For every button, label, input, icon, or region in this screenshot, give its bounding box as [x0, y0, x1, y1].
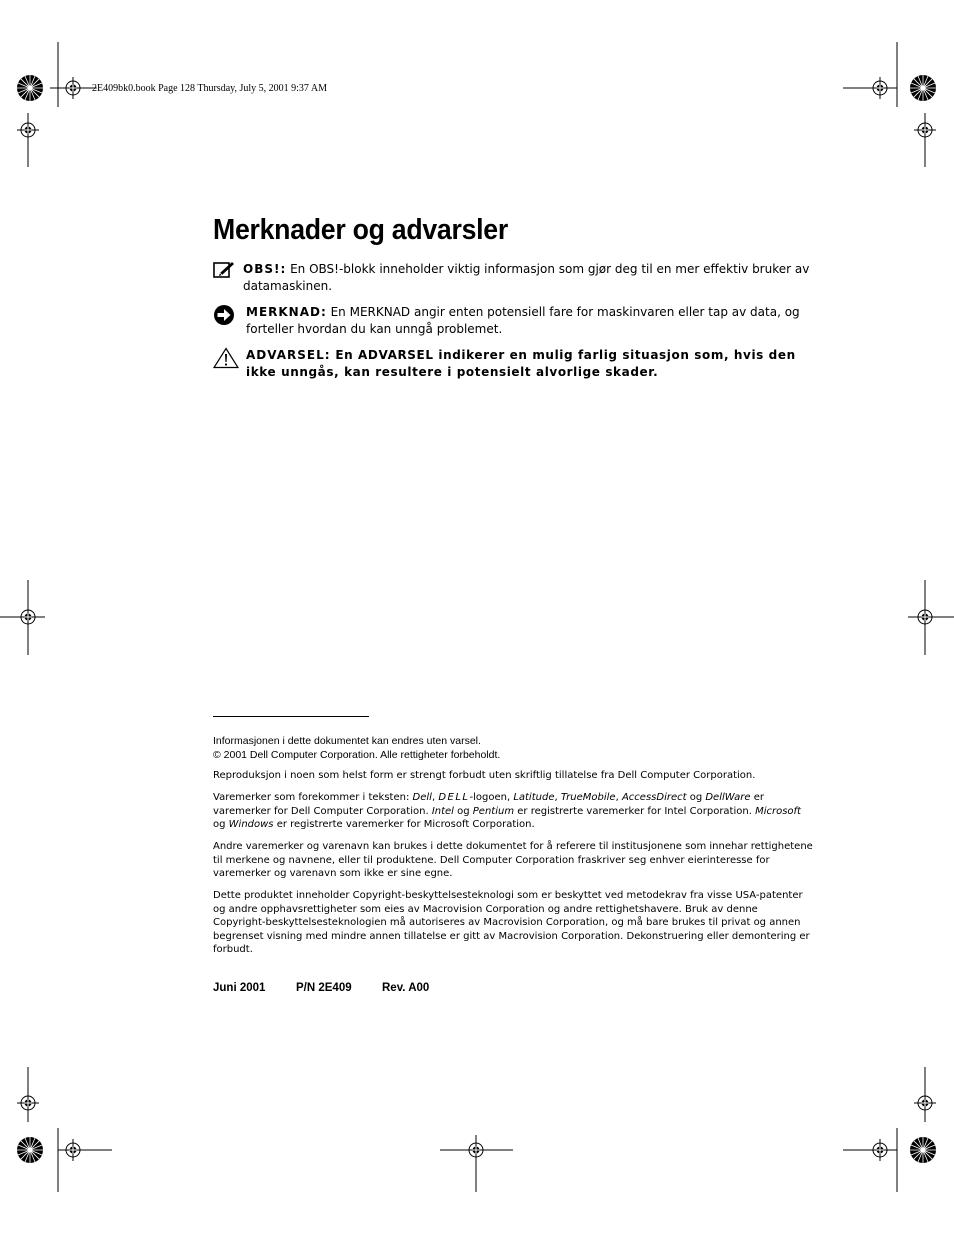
footer-revision: Rev. A00	[382, 982, 430, 994]
footer-part-number: P/N 2E409	[296, 982, 352, 994]
trademark-sep: ,	[431, 792, 439, 803]
document-footer	[213, 982, 429, 994]
advarsel-label: ADVARSEL:	[246, 348, 331, 362]
crosshair-registration-icon	[914, 1092, 936, 1114]
trademark-accessdirect: AccessDirect	[621, 792, 687, 803]
trademark-truemobile: TrueMobile	[560, 792, 616, 803]
advarsel-notice	[213, 347, 813, 383]
crosshair-registration-icon	[17, 1092, 39, 1114]
crosshair-registration-icon	[62, 1139, 84, 1161]
merknad-label: MERKNAD:	[246, 305, 327, 319]
merknad-text: En MERKNAD angir enten potensiell fare for maskinvaren eller tap av data, og forteller hvordan du kan unngå problemet.	[246, 305, 800, 336]
trademark-dellware: DellWare	[705, 792, 751, 803]
info-line-2: © 2001 Dell Computer Corporation. Alle rettigheter forbeholdt.	[213, 749, 501, 761]
merknad-notice	[213, 304, 813, 340]
obs-label: OBS!:	[243, 262, 287, 276]
crosshair-registration-icon	[17, 606, 39, 628]
trademark-text-part: -logoen,	[469, 792, 514, 803]
print-slug: 2E409bk0.book Page 128 Thursday, July 5, 2001 9:37 AM	[92, 83, 327, 94]
page-title: Merknader og advarsler	[213, 214, 508, 246]
trademark-intel: Intel	[431, 805, 454, 817]
trademark-text-part: er registrerte varemerker for Intel Corporation.	[514, 805, 756, 817]
warning-triangle-icon	[213, 347, 239, 374]
trademark-sep: ,	[615, 792, 622, 803]
starburst-target-icon	[910, 75, 936, 101]
trademark-sep: og	[213, 819, 229, 831]
trademark-dell-logo: DELL	[438, 792, 470, 803]
trademark-microsoft: Microsoft	[755, 805, 801, 817]
crosshair-registration-icon	[17, 119, 39, 141]
obs-notice	[213, 261, 813, 297]
starburst-target-icon	[17, 1137, 43, 1163]
obs-text: En OBS!-blokk inneholder viktig informasjon som gjør deg til en mer effektiv bruker av datamaskinen.	[243, 262, 810, 293]
pencil-note-icon	[213, 261, 235, 284]
starburst-target-icon	[910, 1137, 936, 1163]
trademark-dell: Dell	[412, 792, 432, 803]
reproduction-text: Reproduksjon i noen som helst form er strengt forbudt uten skriftlig tillatelse fra Dell Computer Corporation.	[213, 770, 756, 781]
other-trademarks-text: Andre varemerker og varenavn kan brukes i dette dokumentet for å referere til institusjonene som innehar rettighetene til merkene og navnene, eller til produktene. Dell Computer Corporation fraskriver seg enhver eierinteresse for varemerker og varenavn som ikke er sine egne.	[213, 841, 813, 880]
trademark-pentium: Pentium	[472, 805, 515, 817]
copyright-technology-text: Dette produktet inneholder Copyright-beskyttelsesteknologi som er beskyttet ved metodekrav fra visse USA-patenter og andre opphavsrettigheter som eies av Macrovision Corporation og andre rettighetshavere. Bruk av denne Copyright-beskyttelsesteknologien må autoriseres av Macrovision Corporation, og må bare brukes til privat og annen begrenset visning med mindre annen tillatelse er gitt av Macrovision Corporation. Dekonstruering eller demontering er forbudt.	[213, 890, 810, 956]
crosshair-registration-icon	[62, 77, 84, 99]
crosshair-registration-icon	[914, 606, 936, 628]
trademark-text-part: er varemerker for Dell Computer Corporation.	[213, 792, 764, 817]
trademark-sep: og	[453, 805, 473, 817]
trademark-text-part: er registrerte varemerker for Microsoft Corporation.	[273, 819, 535, 831]
reproduction-notice	[213, 769, 813, 783]
footer-date: Juni 2001	[213, 982, 266, 994]
trademark-windows: Windows	[228, 819, 274, 831]
trademark-text	[213, 791, 813, 832]
trademark-latitude: Latitude	[513, 792, 555, 803]
trademark-notice	[213, 791, 813, 832]
starburst-target-icon	[17, 75, 43, 101]
advarsel-text: En ADVARSEL indikerer en mulig farlig situasjon som, hvis den ikke unngås, kan resultere i potensielt alvorlige skader.	[246, 348, 796, 379]
crosshair-registration-icon	[869, 77, 891, 99]
footnote-divider	[213, 716, 369, 717]
arrow-circle-icon	[213, 304, 235, 331]
trademark-text-part: Varemerker som forekommer i teksten:	[213, 792, 413, 803]
info-line-1: Informasjonen i dette dokumentet kan endres uten varsel.	[213, 735, 481, 747]
trademark-sep: ,	[554, 792, 561, 803]
legal-info	[213, 734, 813, 762]
crosshair-registration-icon	[914, 119, 936, 141]
trademark-sep: og	[686, 792, 706, 803]
copyright-technology-notice	[213, 889, 813, 957]
crosshair-registration-icon	[465, 1139, 487, 1161]
crosshair-registration-icon	[869, 1139, 891, 1161]
other-trademarks-notice	[213, 840, 813, 881]
